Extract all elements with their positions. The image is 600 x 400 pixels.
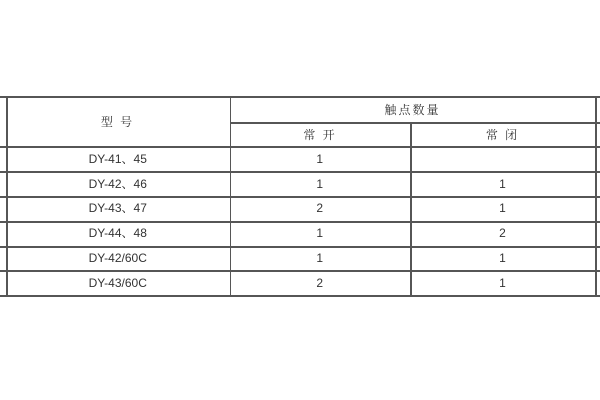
column-header-contact-count: 触点数量	[384, 102, 441, 117]
model-cell: DY-43、47	[88, 201, 147, 216]
normally-open-cell: 2	[316, 201, 324, 216]
table-row	[0, 270, 600, 295]
normally-closed-cell: 1	[499, 176, 506, 191]
model-cell: DY-41、45	[88, 151, 147, 166]
normally-open-cell: 1	[316, 176, 324, 191]
table-row	[0, 196, 600, 221]
normally-open-cell: 1	[316, 250, 324, 265]
model-cell: DY-43/60C	[88, 275, 147, 290]
normally-open-cell: 1	[316, 151, 324, 166]
model-cell: DY-44、48	[88, 226, 147, 241]
column-header-normally-closed: 常 闭	[485, 127, 520, 142]
table-row	[0, 246, 600, 271]
table-bottom-border	[0, 295, 600, 297]
table-row	[0, 171, 600, 196]
table-row	[0, 147, 600, 172]
normally-closed-cell: 1	[499, 250, 506, 265]
column-header-model: 型 号	[100, 114, 135, 129]
normally-closed-cell	[410, 147, 595, 172]
normally-closed-cell: 2	[499, 226, 506, 241]
normally-closed-cell: 1	[499, 201, 506, 216]
normally-open-cell: 1	[316, 226, 324, 241]
model-cell: DY-42、46	[88, 176, 147, 191]
normally-closed-cell: 1	[499, 275, 506, 290]
table-row	[0, 221, 600, 246]
normally-open-cell: 2	[316, 275, 324, 290]
model-cell: DY-42/60C	[88, 250, 147, 265]
column-header-normally-open: 常 开	[303, 127, 337, 142]
